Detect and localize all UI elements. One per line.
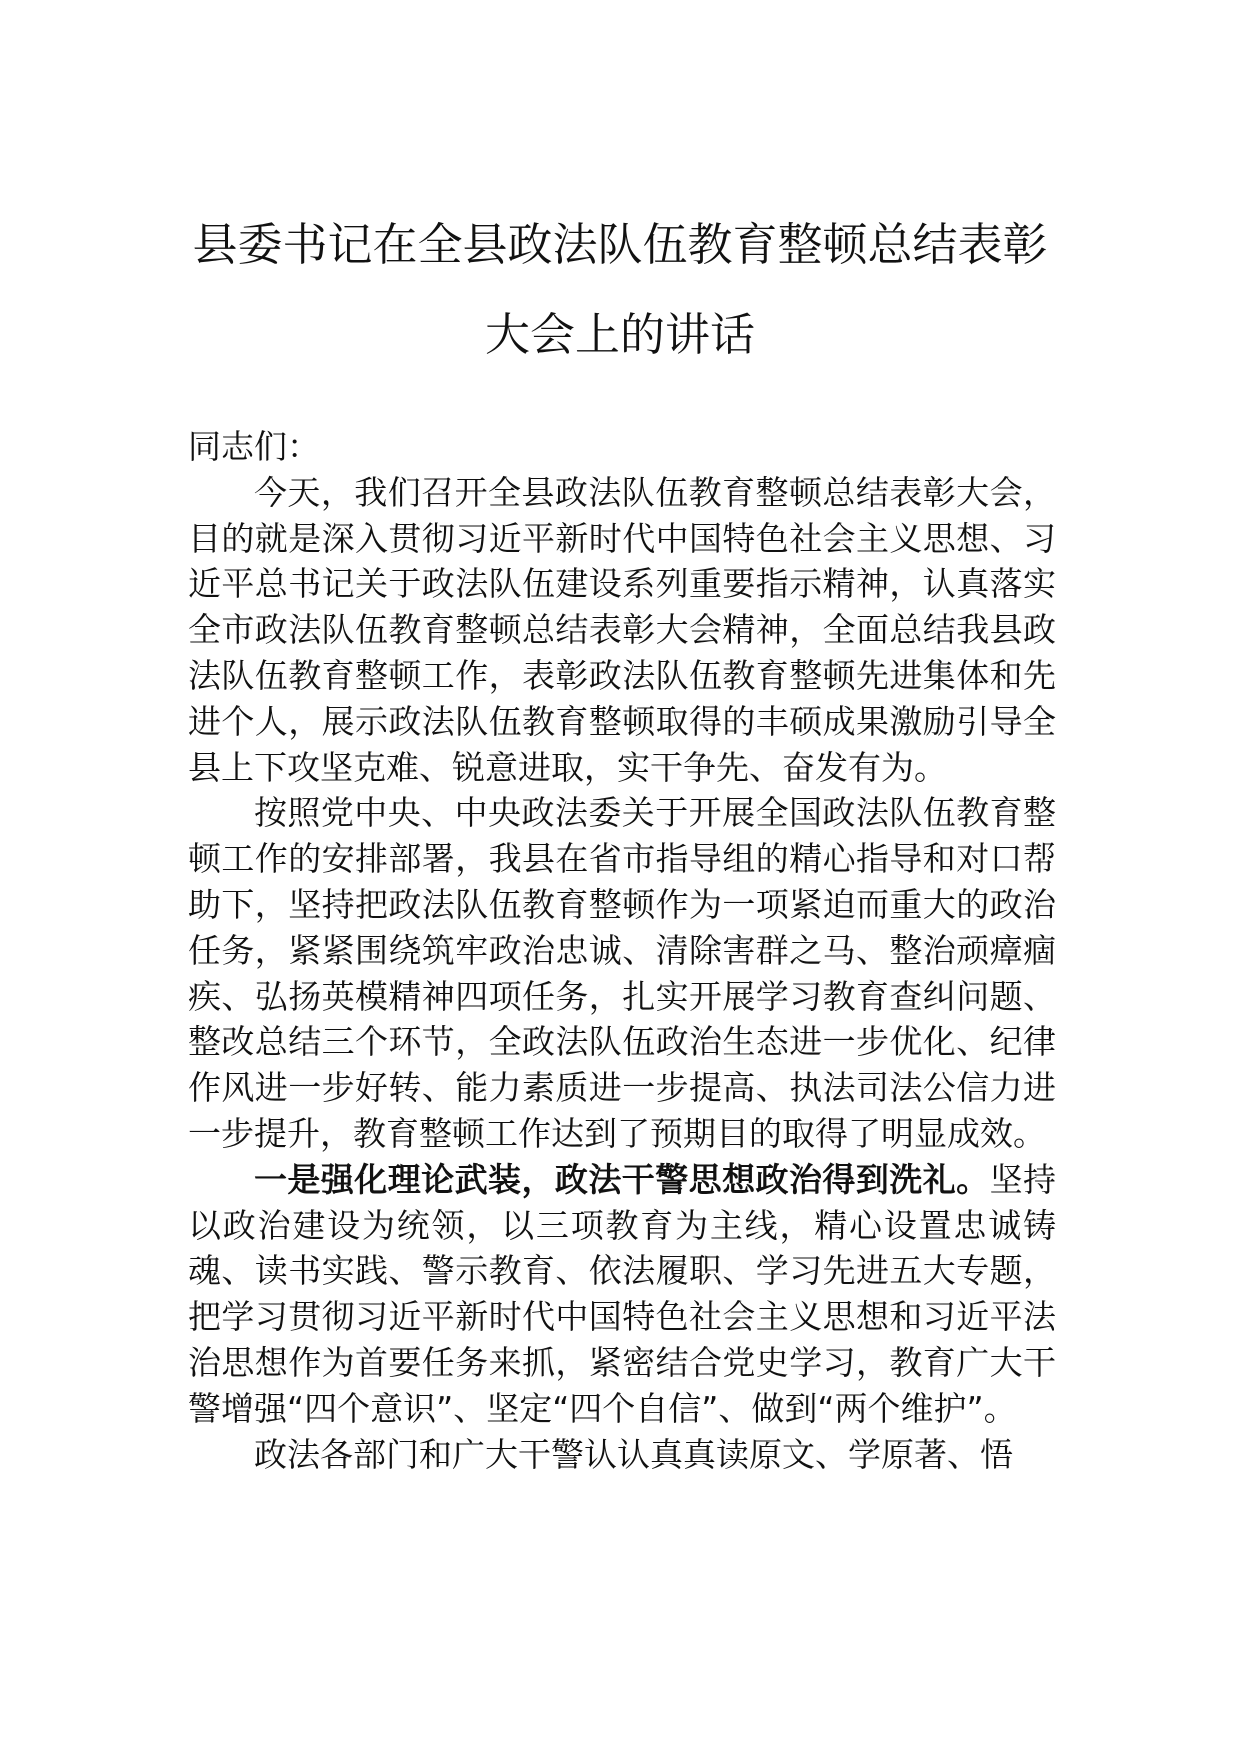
document-title: 县委书记在全县政法队伍教育整顿总结表彰大会上的讲话 (192, 218, 1048, 361)
paragraph-text: 按照党中央、中央政法委关于开展全国政法队伍教育整顿工作的安排部署，我县在省市指导组的精心指导和对口帮助下，坚持把政法队伍教育整顿作为一项紧迫而重大的政治任务，紧紧围绕筑牢政治忠诚、清除害群之马、整治顽瘴痼疾、弘扬英模精神四项任务，扎实开展学习教育查纠问题、整改总结三个环节，全政法队伍政治生态进一步优化、纪律作风进一步好转、能力素质进一步提高、执法司法公信力进一步提升，教育整顿工作达到了预期目的取得了明显成效。 (188, 793, 1056, 1153)
paragraph-lead-heading: 一是强化理论武装，政法干警思想政治得到洗礼。 (254, 1159, 990, 1199)
paragraph-opening (188, 470, 1056, 791)
document-body (188, 424, 1056, 1477)
paragraph-text: 坚持以政治建设为统领，以三项教育为主线，精心设置忠诚铸魂、读书实践、警示教育、依法履职、学习先进五大专题，把学习贯彻习近平新时代中国特色社会主义思想和习近平法治思想作为首要任务来抓，紧密结合党史学习，教育广大干警增强“四个意识”、坚定“四个自信”、做到“两个维护”。 (188, 1159, 1057, 1428)
paragraph-point-one (188, 1157, 1056, 1432)
salutation: 同志们： (188, 427, 320, 466)
paragraph-text: 今天，我们召开全县政法队伍教育整顿总结表彰大会，目的就是深入贯彻习近平新时代中国特色社会主义思想、习近平总书记关于政法队伍建设系列重要指示精神，认真落实全市政法队伍教育整顿总结表彰大会精神，全面总结我县政法队伍教育整顿工作，表彰政法队伍教育整顿先进集体和先进个人，展示政法队伍教育整顿取得的丰硕成果激励引导全县上下攻坚克难、锐意进取，实干争先、奋发有为。 (188, 472, 1056, 787)
paragraph-text: 政法各部门和广大干警认认真真读原文、学原著、悟 (254, 1434, 1013, 1474)
paragraph-continued (188, 1432, 1056, 1478)
paragraph-overview (188, 790, 1056, 1156)
